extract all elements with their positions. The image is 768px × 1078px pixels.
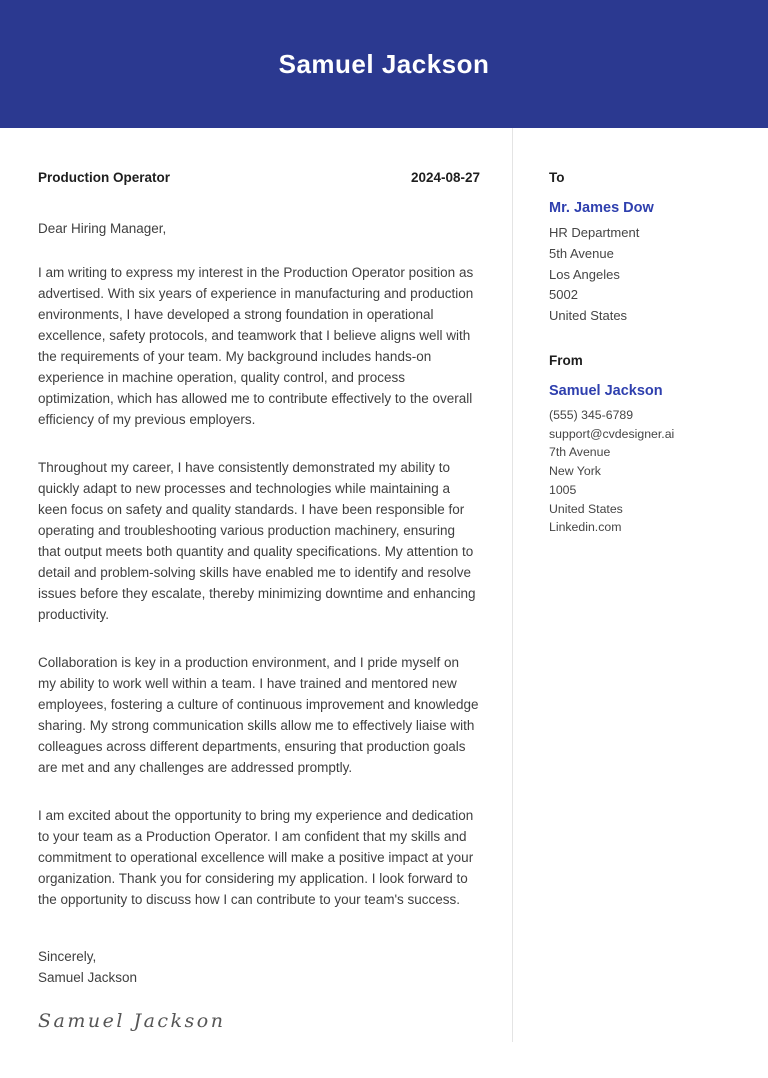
sender-details	[549, 406, 752, 537]
recipient-department: HR Department	[549, 225, 640, 240]
sender-linkedin: Linkedin.com	[549, 520, 622, 535]
sender-name-link[interactable]: Samuel Jackson	[549, 382, 663, 399]
recipient-name-link[interactable]: Mr. James Dow	[549, 200, 654, 216]
to-label: To	[549, 170, 565, 185]
recipient-postal-code: 5002	[549, 287, 578, 303]
recipient-city: Los Angeles	[549, 266, 620, 282]
closing-word: Sincerely,	[38, 949, 97, 964]
recipient-country: United States	[549, 308, 628, 324]
recipient-details	[549, 223, 752, 327]
sender-section	[549, 353, 752, 537]
title-row	[38, 170, 480, 185]
sender-phone: (555) 345-6789	[549, 407, 634, 422]
candidate-name-title: Samuel Jackson	[278, 48, 490, 79]
sender-postal-code: 1005	[549, 482, 577, 497]
letter-date: 2024-08-27	[410, 170, 480, 185]
closing-name: Samuel Jackson	[38, 970, 138, 985]
sender-city: New York	[549, 464, 601, 479]
from-label: From	[549, 352, 583, 368]
paragraph-collaboration: Collaboration is key in a production environment, and I pride myself on my ability to work well within a team. I have trained and mentored new employees, fostering a culture of continuous improvement and knowledge sharing. My strong communication skills allow me to effectively liaise with colleagues across different departments, ensuring that production goals are met and any challenges are addressed promptly.	[38, 655, 479, 775]
job-title: Production Operator	[38, 170, 171, 185]
letter-body	[0, 128, 512, 1042]
paragraph-intro: I am writing to express my interest in the Production Operator position as advertised. With six years of experience in manufacturing and production environments, I have developed a strong foundation in operational excellence, safety protocols, and teamwork that I believe aligns well with the requirements of your team. My background includes hands-on experience in machine operation, quality control, and process optimization, which has allowed me to contribute effectively to the overall efficiency of my previous employers.	[38, 265, 474, 427]
closing-block	[38, 946, 480, 988]
sender-street: 7th Avenue	[549, 445, 611, 460]
paragraph-closing-statement: I am excited about the opportunity to bring my experience and dedication to your team as a Production Operator. I am confident that my skills and commitment to operational excellence will make a positive impact at your organization. Thank you for considering my application. I look forward to the opportunity to discuss how I can contribute to your team's success.	[38, 808, 474, 907]
paragraph-career: Throughout my career, I have consistently demonstrated my ability to quickly adapt to new processes and technologies while maintaining a keen focus on safety and quality standards. I have been responsible for operating and troubleshooting various production machinery, ensuring that output meets both quantity and quality specifications. My attention to detail and problem-solving skills have enabled me to identify and resolve issues before they escalate, thereby minimizing downtime and enhancing productivity.	[38, 460, 476, 622]
contact-sidebar	[512, 128, 768, 1042]
handwritten-signature: Samuel Jackson	[38, 1010, 226, 1032]
sender-country: United States	[549, 501, 623, 516]
letter-header	[0, 0, 768, 128]
sender-email: support@cvdesigner.ai	[549, 426, 675, 441]
recipient-street: 5th Avenue	[549, 245, 614, 261]
recipient-section	[549, 170, 752, 327]
salutation: Dear Hiring Manager,	[38, 221, 167, 236]
letter-content	[0, 128, 768, 1042]
